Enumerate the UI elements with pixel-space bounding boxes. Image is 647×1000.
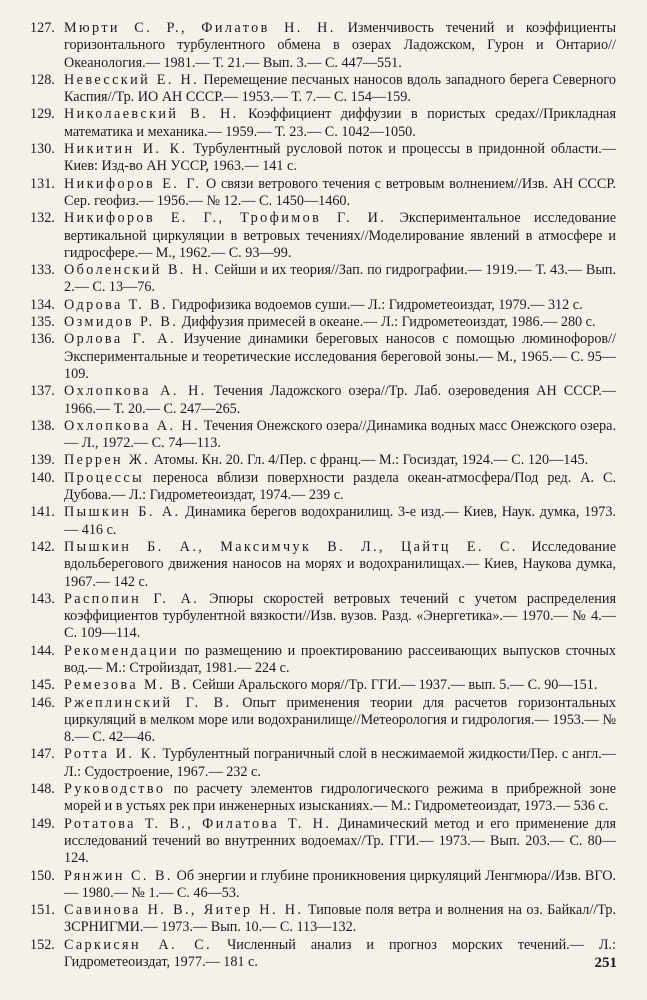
reference-body: О связи ветрового течения с ветровым волнением//Изв. АН СССР. Сер. геофиз.— 1956.— № 12.— С. 1450—1460. [64,175,616,209]
reference-text [64,643,616,678]
reference-entry [30,470,616,505]
reference-entry [30,418,616,453]
reference-text [64,210,616,262]
reference-authors: Перрен Ж. [64,452,151,469]
reference-entry [30,868,616,903]
reference-authors: Мюрти С. Р., Филатов Н. Н. [64,20,336,36]
reference-authors: Пышкин Б. А. [64,504,181,521]
reference-text [64,452,616,469]
reference-body: Течения Онежского озера//Динамика водных масс Онежского озера.— Л., 1972.— С. 74—113. [64,417,616,452]
reference-entry [30,677,616,694]
reference-entry [30,591,616,643]
reference-number: 141. [30,504,55,521]
reference-entry [30,297,616,314]
reference-body: Диффузия примесей в океане.— Л.: Гидрометеоиздат, 1986.— 280 с. [178,314,596,331]
reference-entry [30,902,616,937]
reference-authors: Ротта И. К. [64,746,159,763]
reference-number: 137. [30,383,55,400]
reference-authors: Процессы [64,469,145,486]
reference-number: 149. [30,815,55,832]
reference-number: 135. [30,314,55,331]
reference-entry [30,695,616,747]
reference-number: 146. [30,694,55,711]
reference-body: Изменчивость течений и коэффициенты горизонтального турбулентного обмена в озерах Ладожском, Гурон и Онтарио//Океанология.— 1981.— Т. 21.— Вып. 3.— С. 447—551. [64,20,616,71]
reference-body: Исследование вдольберегового движения наносов на морях и водохранилищах.— Киев, Наукова думка, 1967.— 142 с. [64,538,617,590]
reference-entry [30,937,616,972]
reference-authors: Охлопкова А. Н. [64,417,201,434]
reference-number: 128. [30,71,55,88]
reference-authors: Оболенский В. Н. [64,262,211,279]
reference-entry [30,452,616,469]
reference-authors: Никифоров Е. Г., Трофимов Г. И. [64,210,387,227]
page-number: 251 [594,955,617,971]
reference-body: Атомы. Кн. 20. Гл. 4/Пер. с франц.— М.: Госиздат, 1924.— С. 120—145. [150,452,589,469]
reference-body: Гидрофизика водоемов суши.— Л.: Гидрометеоиздат, 1979.— 312 с. [167,296,583,313]
reference-text [64,20,616,72]
reference-text [64,504,616,539]
reference-text [64,591,616,643]
reference-entry [30,20,616,72]
reference-body: Течения Ладожского озера//Тр. Лаб. озероведения АН СССР.— 1966.— Т. 20.— С. 247—265. [64,383,617,417]
reference-entry [30,176,616,211]
reference-body: Турбулентный русловой поток и процессы в придонной области.— Киев: Изд-во АН УССР, 1963.— 141 с. [64,141,616,175]
reference-entry [30,314,616,331]
reference-authors: Руководство [64,781,166,798]
reference-authors: Николаевский В. Н. [64,106,239,123]
reference-entry [30,504,616,539]
reference-entry [30,539,616,591]
reference-authors: Одрова Т. В. [64,296,168,313]
reference-number: 131. [30,175,55,192]
reference-entry [30,383,616,418]
reference-entry [30,141,616,176]
reference-body: Сейши и их теория//Зап. по гидрографии.— 1919.— Т. 43.— Вып. 2.— С. 13—76. [64,262,616,296]
reference-number: 143. [30,590,55,607]
reference-number: 139. [30,452,55,469]
reference-authors: Ротатова Т. В., Филатова Т. Н. [64,815,332,832]
reference-authors: Саркисян А. С. [64,936,213,953]
reference-number: 129. [30,106,55,123]
reference-body: Эпюры скоростей ветровых течений с учетом распределения коэффициентов турбулентной вязкости//Изв. вузов. Разд. «Энергетика».— 1970.— № 4.— С. 109—114. [64,590,616,642]
reference-body: Изучение динамики береговых наносов с помощью люминофоров//Экспериментальные и теоретические исследования береговой зоны.— М., 1965.— С. 95—109. [64,331,617,382]
reference-body: Экспериментальное исследование вертикальной циркуляции в ветровых течениях//Моделирование явлений в атмосфере и гидросфере.— М., 1962.— С. 93—99. [64,210,616,261]
reference-authors: Охлопкова А. Н. [64,383,207,400]
reference-entry [30,746,616,781]
reference-text [64,902,616,937]
reference-text [64,868,616,903]
reference-entry [30,331,616,383]
reference-body: Типовые поля ветра и волнения на оз. Байкал//Тр. ЗСРНИГМИ.— 1973.— Вып. 10.— С. 113—132. [64,902,616,936]
reference-text [64,746,616,781]
reference-text [64,383,616,418]
reference-authors: Пышкин Б. А., Максимчук В. Л., Цайтц Е. С. [64,538,518,555]
reference-body: Численный анализ и прогноз морских течений.— Л.: Гидрометеоиздат, 1977.— 181 с. [64,936,616,971]
reference-number: 142. [30,538,55,555]
reference-body: Об энергии и глубине проникновения циркуляций Ленгмюра//Изв. ВГО.— 1980.— № 1.— С. 46—53. [64,867,616,901]
reference-authors: Озмидов Р. В. [64,314,179,331]
reference-text [64,176,616,211]
reference-entry [30,210,616,262]
reference-number: 130. [30,141,55,158]
reference-body: Динамика берегов водохранилищ. 3-е изд.— Киев, Наук. думка, 1973.— 416 с. [64,504,616,538]
reference-body: по размещению и проектированию рассеивающих выпусков сточных вод.— М.: Стройиздат, 1981.— 224 с. [64,642,616,676]
reference-authors: Никитин И. К. [64,141,188,158]
reference-number: 152. [30,936,55,953]
reference-text [64,470,616,505]
reference-list [30,20,616,971]
reference-text [64,314,616,331]
reference-authors: Невесский Е. Н. [64,71,200,88]
reference-body: Сейши Аральского моря//Тр. ГГИ.— 1937.— вып. 5.— С. 90—151. [188,677,598,694]
reference-text [64,539,616,591]
reference-number: 150. [30,867,55,884]
reference-number: 133. [30,262,55,279]
reference-text [64,816,616,868]
reference-text [64,141,616,176]
reference-entry [30,106,616,141]
reference-text [64,695,616,747]
reference-authors: Распопин Г. А. [64,590,200,607]
reference-body: Коэффициент диффузии в пористых средах//Прикладная математика и механика.— 1959.— Т. 23.— С. 1042—1050. [64,106,616,140]
reference-text [64,262,616,297]
reference-text [64,781,616,816]
reference-entry [30,262,616,297]
reference-authors: Ржеплинский Г. В. [64,694,232,711]
reference-number: 134. [30,296,55,313]
reference-entry [30,816,616,868]
reference-body: Динамический метод и его применение для исследований течений во внутренних водоемах//Тр. ГГИ.— 1973.— Вып. 203.— С. 80—124. [64,815,617,867]
reference-body: Турбулентный пограничный слой в несжимаемой жидкости/Пер. с англ.— Л.: Судостроение, 1967.— 232 с. [64,746,616,780]
reference-authors: Рянжин С. В. [64,867,173,884]
reference-text [64,331,616,383]
reference-authors: Ремезова М. В. [64,677,189,694]
reference-body: Опыт применения теории для расчетов горизонтальных циркуляций в мелком море или водохранилище//Метеорология и гидрология.— 1953.— № 8.— С. 42—46. [64,694,617,746]
reference-number: 138. [30,417,55,434]
reference-text [64,297,616,314]
reference-authors: Орлова Г. А. [64,331,176,348]
reference-authors: Савинова Н. В., Яитер Н. Н. [64,902,304,919]
reference-number: 136. [30,331,55,348]
reference-number: 127. [30,20,55,36]
reference-body: по расчету элементов гидрологического режима в прибрежной зоне морей и в устьях рек при инженерных изысканиях.— М.: Гидрометеоиздат, 1973.— 536 с. [64,781,616,815]
reference-entry [30,72,616,107]
reference-number: 132. [30,210,55,227]
reference-number: 145. [30,677,55,694]
reference-text [64,937,616,972]
reference-number: 147. [30,746,55,763]
reference-text [64,72,616,107]
reference-number: 144. [30,642,55,659]
reference-entry [30,643,616,678]
reference-number: 140. [30,469,55,486]
reference-authors: Рекомендации [64,642,179,659]
reference-authors: Никифоров Е. Г. [64,175,202,192]
reference-text [64,418,616,453]
reference-body: Перемещение песчаных наносов вдоль западного берега Северного Каспия//Тр. ИО АН СССР.— 1953.— Т. 7.— С. 154—159. [64,71,616,106]
reference-body: переноса вблизи поверхности раздела океан-атмосфера/Под ред. А. С. Дубова.— Л.: Гидрометеоиздат, 1974.— 239 с. [64,469,616,504]
reference-number: 151. [30,902,55,919]
reference-entry [30,781,616,816]
reference-text [64,106,616,141]
reference-number: 148. [30,781,55,798]
reference-text [64,677,616,694]
